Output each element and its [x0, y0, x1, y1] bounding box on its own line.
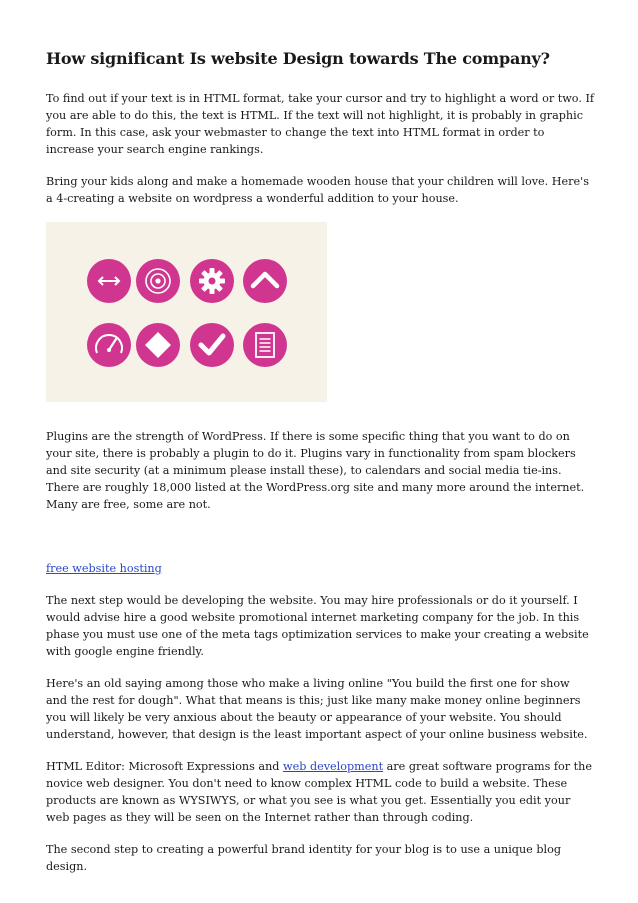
paragraph-html-editor [46, 758, 594, 826]
paragraph-plugins: Plugins are the strength of WordPress. If there is some specific thing that you want to do on your site, there is probably a plugin to do it. Plugins vary in functionality from spam blockers and site security (at a minimum please install these), to calendars and social media tie-ins. There are roughly 18,000 listed at the WordPress.org site and many more around the internet. Many are free, some are not. [46, 429, 585, 511]
gear-icon [190, 259, 234, 303]
icons-illustration [46, 222, 327, 402]
paragraph-wooden-house: Bring your kids along and make a homemade wooden house that your children will love. Here's a 4-creating a website on wordpress a wonderful addition to your house. [46, 174, 589, 205]
arrows-horizontal-icon [87, 259, 131, 303]
spacer [46, 528, 594, 560]
paragraph-link [46, 560, 594, 577]
checkmark-icon [190, 323, 234, 367]
html-editor-text-after: are great software programs for the novice web designer. You don't need to know complex HTML code to build a website. These products are known as WYSIWYS, or what you see is what you get. Essentially you edit your web pages as they will be seen on the Internet rather than through coding. [46, 759, 592, 824]
paragraph-old-saying: Here's an old saying among those who make a living online "You build the first one for show and the rest for dough". What that means is this; just like many make money online beginners you will likely be very anxious about the beauty or appearance of your website. You should understand, however, that design is the least important aspect of your online business website. [46, 676, 588, 741]
free-website-hosting-link[interactable]: free website hosting [46, 561, 162, 575]
chevron-up-icon [243, 259, 287, 303]
target-icon [136, 259, 180, 303]
gauge-icon [87, 323, 131, 367]
article [46, 48, 594, 890]
document-icon [243, 323, 287, 367]
diamond-icon [136, 323, 180, 367]
paragraph-developing-website: The next step would be developing the website. You may hire professionals or do it yourself. I would advise hire a good website promotional internet marketing company for the job. In this phase you must use one of the meta tags optimization services to make your creating a website with google engine friendly. [46, 593, 589, 658]
paragraph-brand-identity: The second step to creating a powerful brand identity for your blog is to use a unique blog design. [46, 842, 561, 873]
html-editor-text-before: HTML Editor: Microsoft Expressions and [46, 759, 284, 773]
web-development-link[interactable]: web development [283, 759, 384, 773]
article-title: How significant Is website Design towards The company? [46, 49, 550, 68]
paragraph-html-format: To find out if your text is in HTML format, take your cursor and try to highlight a word or two. If you are able to do this, the text is HTML. If the text will not highlight, it is probably in graphic form. In this case, ask your webmaster to change the text into HTML format in order to increase your search engine rankings. [46, 91, 595, 156]
